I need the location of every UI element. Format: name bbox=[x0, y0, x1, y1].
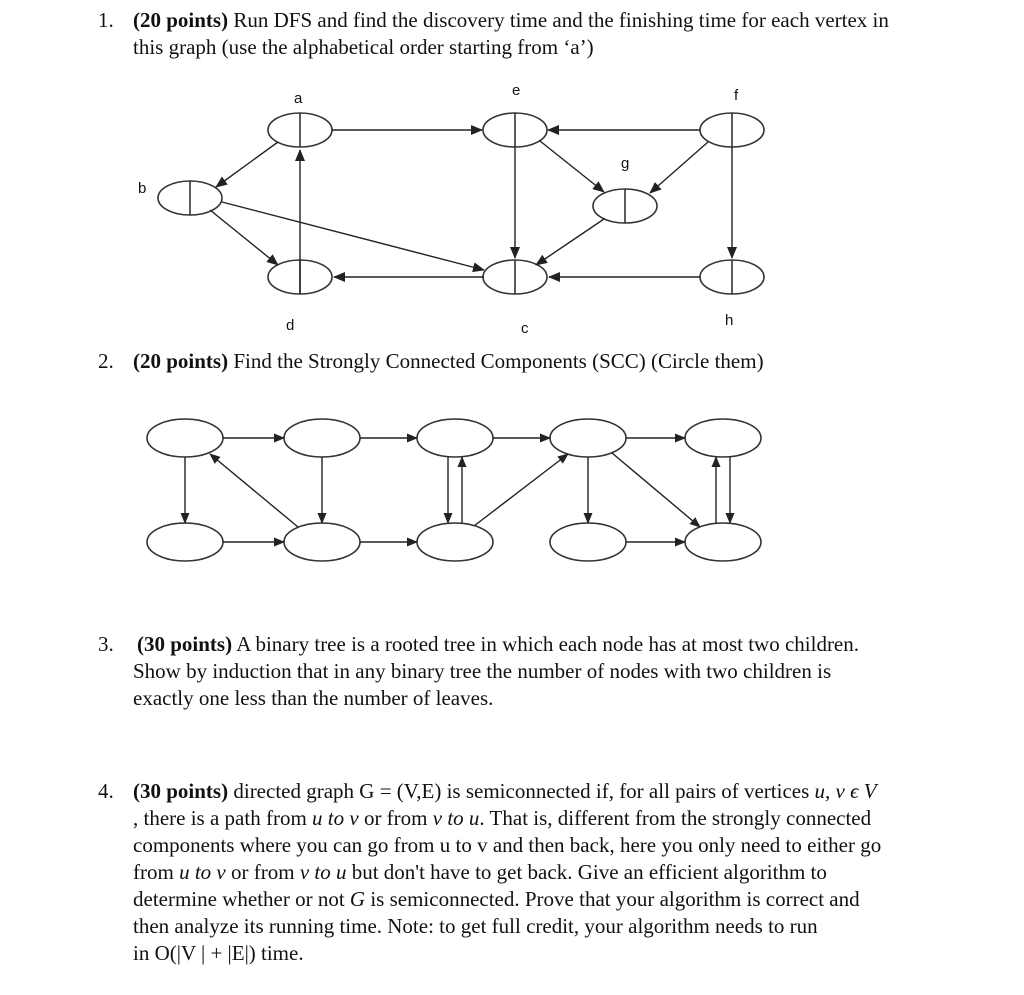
question-text: is semiconnected. Prove that your algorithm is correct and bbox=[365, 887, 860, 911]
question-number: 4. bbox=[98, 779, 114, 803]
question-text: then analyze its running time. Note: to get full credit, your algorithm needs to run bbox=[133, 914, 818, 938]
question-text: exactly one less than the number of leaves. bbox=[133, 686, 494, 710]
vertex-h bbox=[700, 260, 764, 294]
question-text: Show by induction that in any binary tree the number of nodes with two children is bbox=[133, 659, 832, 683]
question-text: directed graph G = (V,E) is semiconnected if, for all pairs of vertices bbox=[228, 779, 815, 803]
question-text: this graph (use the alphabetical order starting from ‘a’) bbox=[133, 35, 594, 59]
math-text: u to v bbox=[179, 860, 226, 884]
node-bot-4 bbox=[550, 523, 626, 561]
edge-g-c bbox=[536, 219, 604, 265]
points-label: (30 points) bbox=[133, 779, 229, 803]
edge-f-g bbox=[650, 142, 708, 193]
vertex-label-d: d bbox=[286, 317, 295, 334]
edge-t4-b5 bbox=[612, 453, 700, 527]
node-bot-3 bbox=[417, 523, 493, 561]
vertex-label-f: f bbox=[734, 87, 739, 104]
node-top-1 bbox=[147, 419, 223, 457]
node-bot-1 bbox=[147, 523, 223, 561]
question-text: Find the Strongly Connected Components (SCC) (Circle them) bbox=[228, 349, 764, 373]
vertex-c bbox=[483, 260, 547, 294]
question-number: 3. bbox=[98, 632, 114, 656]
vertex-b bbox=[158, 181, 222, 215]
vertex-label-h: h bbox=[725, 312, 734, 329]
question-text: in O(|V | + |E|) time. bbox=[133, 941, 304, 965]
question-text: Run DFS and find the discovery time and the finishing time for each vertex in bbox=[228, 8, 889, 32]
node-bot-2 bbox=[284, 523, 360, 561]
edge-b-d bbox=[210, 210, 278, 265]
question-text: , there is a path from bbox=[133, 806, 313, 830]
node-top-5 bbox=[685, 419, 761, 457]
node-top-2 bbox=[284, 419, 360, 457]
question-text: components where you can go from u to v and then back, here you only need to either go bbox=[133, 833, 882, 857]
question-text: but don't have to get back. Give an efficient algorithm to bbox=[346, 860, 827, 884]
node-bot-5 bbox=[685, 523, 761, 561]
math-text: u to v bbox=[312, 806, 359, 830]
edge-b-c bbox=[222, 202, 484, 270]
edge-b3-t4 bbox=[474, 454, 568, 526]
question-text: A binary tree is a rooted tree in which each node has at most two children. bbox=[232, 632, 860, 656]
question-number: 1. bbox=[98, 8, 114, 32]
vertex-label-g: g bbox=[621, 155, 630, 172]
vertex-label-c: c bbox=[521, 320, 529, 337]
dfs-graph bbox=[0, 0, 1024, 340]
math-text: v to u bbox=[299, 860, 347, 884]
points-label: (20 points) bbox=[133, 349, 229, 373]
question-text: or from bbox=[358, 806, 433, 830]
question-text: from bbox=[133, 860, 180, 884]
question-number: 2. bbox=[98, 349, 114, 373]
vertex-f bbox=[700, 113, 764, 147]
edge-e-g bbox=[540, 141, 604, 192]
points-label: (30 points) bbox=[137, 632, 233, 656]
points-label: (20 points) bbox=[133, 8, 229, 32]
node-top-4 bbox=[550, 419, 626, 457]
vertex-label-a: a bbox=[294, 90, 303, 107]
question-text: or from bbox=[225, 860, 300, 884]
node-top-3 bbox=[417, 419, 493, 457]
vertex-e bbox=[483, 113, 547, 147]
edge-b2-t1 bbox=[210, 454, 298, 527]
math-text: G bbox=[349, 887, 366, 911]
question-text: determine whether or not bbox=[133, 887, 350, 911]
edge-a-b bbox=[216, 142, 278, 187]
math-text: v to u bbox=[432, 806, 480, 830]
scc-graph bbox=[0, 400, 1024, 600]
question-text: . That is, different from the strongly connected bbox=[479, 806, 872, 830]
vertex-g bbox=[593, 189, 657, 223]
math-text: u, v ϵ V bbox=[814, 779, 877, 803]
vertex-label-e: e bbox=[512, 82, 521, 99]
vertex-label-b: b bbox=[138, 180, 147, 197]
